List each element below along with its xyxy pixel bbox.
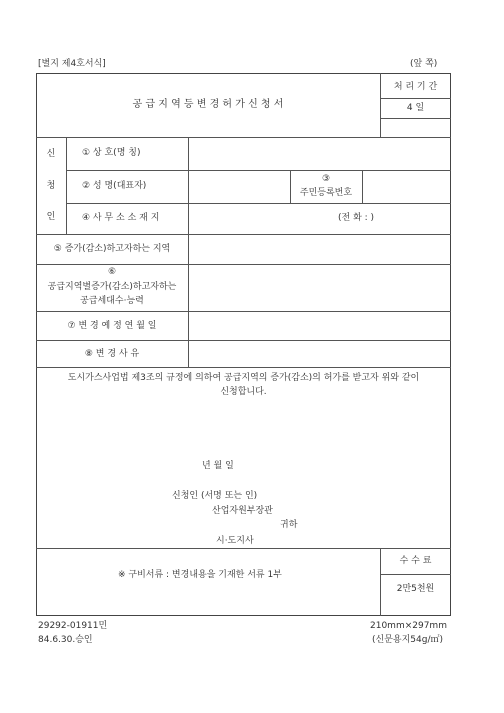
divider bbox=[66, 137, 67, 234]
divider bbox=[362, 170, 363, 203]
fee-value: 2만5천원 bbox=[396, 584, 435, 594]
divider bbox=[36, 367, 451, 368]
applicant-side-char: 신 bbox=[46, 149, 56, 159]
governor-title: 시·도지사 bbox=[216, 536, 254, 546]
divider bbox=[36, 311, 451, 312]
form-number-label: [별지 제4호서식] bbox=[38, 59, 106, 69]
statement-line: 신청합니다. bbox=[220, 387, 267, 397]
divider bbox=[36, 340, 451, 341]
capacity-marker: ⑥ bbox=[107, 267, 117, 277]
divider bbox=[66, 203, 451, 204]
change-date-label: ⑦ 변 경 예 정 연 월 일 bbox=[67, 321, 157, 331]
approval-date: 84.6.30.승인 bbox=[38, 635, 93, 645]
divider bbox=[380, 118, 451, 119]
fee-label: 수 수 료 bbox=[399, 556, 432, 566]
resident-number-label: 주민등록번호 bbox=[299, 188, 353, 198]
divider bbox=[380, 574, 451, 575]
form-title: 공 급 지 역 등 변 경 허 가 신 청 서 bbox=[132, 99, 284, 110]
change-reason-label: ⑧ 변 경 사 유 bbox=[84, 349, 140, 359]
divider bbox=[380, 98, 451, 99]
date-line: 년 월 일 bbox=[202, 461, 234, 471]
resident-number-marker: ③ bbox=[321, 174, 331, 184]
representative-name-label: ② 성 명(대표자) bbox=[82, 181, 147, 191]
business-name-label: ① 상 호(명 칭) bbox=[82, 148, 141, 158]
form-code: 29292-01911민 bbox=[38, 621, 108, 631]
divider bbox=[36, 548, 451, 549]
divider bbox=[66, 170, 451, 171]
office-address-label: ④ 사 무 소 소 재 지 bbox=[82, 213, 160, 223]
divider bbox=[188, 137, 189, 367]
statement-line: 도시가스사업법 제3조의 규정에 의하여 공급지역의 증가(감소)의 허가를 받고자 위와 같이 bbox=[67, 373, 420, 383]
divider bbox=[36, 264, 451, 265]
capacity-label: 공급지역별증가(감소)하고자하는 bbox=[47, 282, 177, 292]
applicant-side-char: 인 bbox=[46, 212, 56, 222]
required-documents: ※ 구비서류 : 변경내용을 기재한 서류 1부 bbox=[118, 570, 282, 580]
applicant-signature: 신청인 (서명 또는 인) bbox=[172, 491, 258, 501]
area-label: ⑤ 증가(감소)하고자하는 지역 bbox=[53, 244, 171, 254]
paper-size: 210mm×297mm bbox=[370, 621, 447, 631]
processing-period-value: 4 일 bbox=[406, 103, 425, 113]
page-side-label: (앞 쪽) bbox=[410, 59, 438, 69]
minister-title: 산업자원부장관 bbox=[212, 506, 273, 516]
phone-label: (전 화 : ) bbox=[338, 213, 375, 223]
capacity-label-cont: 공급세대수·능력 bbox=[80, 296, 144, 306]
processing-period-label: 처 리 기 간 bbox=[393, 82, 438, 92]
divider bbox=[36, 137, 451, 138]
applicant-side-char: 청 bbox=[46, 181, 56, 191]
paper-type: (신문용지54g/㎡) bbox=[372, 635, 443, 645]
honorific: 귀하 bbox=[280, 520, 298, 530]
divider bbox=[36, 234, 451, 235]
